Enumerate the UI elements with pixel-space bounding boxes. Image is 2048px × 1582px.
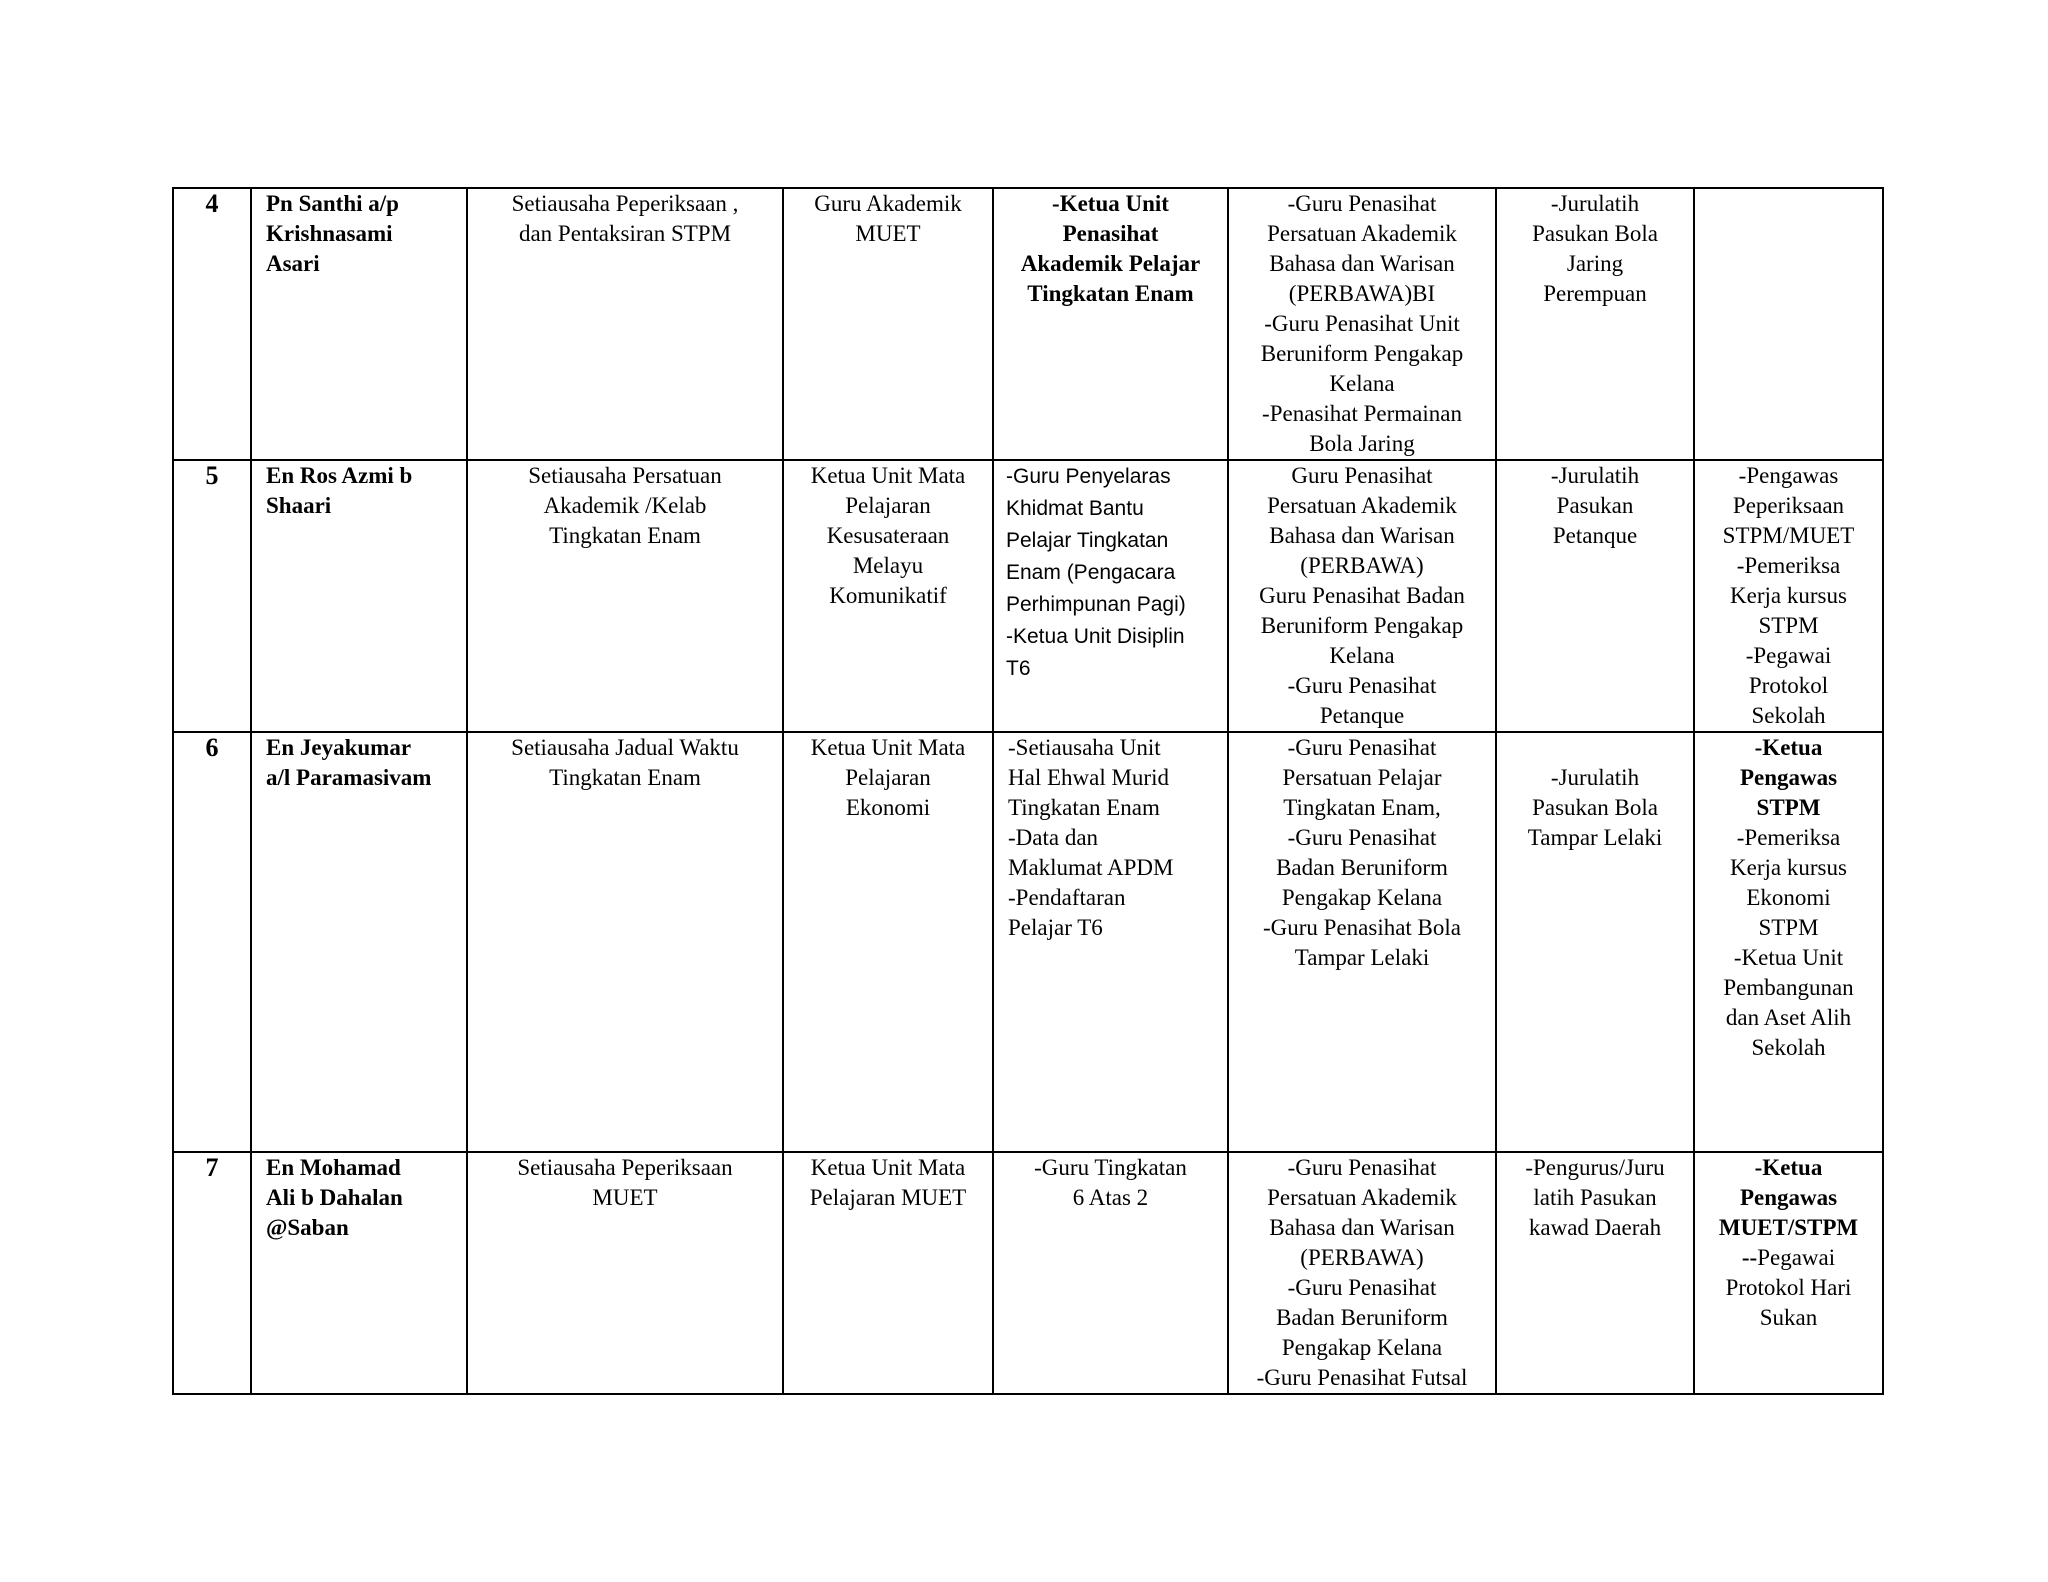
- other-duty: -Ketua Pengawas MUET/STPM --Pegawai Protokol Hari Sukan: [1694, 1152, 1883, 1394]
- table-row: [173, 460, 1883, 732]
- row-number: 6: [173, 732, 251, 1152]
- table-row: [173, 732, 1883, 1152]
- secretary-duty: Setiausaha Jadual Waktu Tingkatan Enam: [467, 732, 783, 1152]
- table-row: [173, 188, 1883, 460]
- coach-duty: -Jurulatih Pasukan Bola Tampar Lelaki: [1496, 732, 1694, 1152]
- cocurricular-advisor: -Guru Penasihat Persatuan Akademik Bahasa dan Warisan (PERBAWA) -Guru Penasihat Badan Beruniform Pengakap Kelana -Guru Penasihat Futsal: [1228, 1152, 1496, 1394]
- other-duty: -Pengawas Peperiksaan STPM/MUET -Pemeriksa Kerja kursus STPM -Pegawai Protokol Sekolah: [1694, 460, 1883, 732]
- cocurricular-advisor: -Guru Penasihat Persatuan Pelajar Tingkatan Enam, -Guru Penasihat Badan Beruniform Pengakap Kelana -Guru Penasihat Bola Tampar Lelaki: [1228, 732, 1496, 1152]
- student-affairs-duty: -Guru Tingkatan 6 Atas 2: [993, 1152, 1228, 1394]
- row-number: 7: [173, 1152, 251, 1394]
- secretary-duty: Setiausaha Peperiksaan , dan Pentaksiran STPM: [467, 188, 783, 460]
- subject-duty: Ketua Unit Mata Pelajaran MUET: [783, 1152, 993, 1394]
- coach-duty: -Pengurus/Juru latih Pasukan kawad Daerah: [1496, 1152, 1694, 1394]
- subject-duty: Guru Akademik MUET: [783, 188, 993, 460]
- student-affairs-duty: -Guru Penyelaras Khidmat Bantu Pelajar Tingkatan Enam (Pengacara Perhimpunan Pagi) -Ketua Unit Disiplin T6: [993, 460, 1228, 732]
- row-number: 4: [173, 188, 251, 460]
- subject-duty: Ketua Unit Mata Pelajaran Ekonomi: [783, 732, 993, 1152]
- duty-table: [172, 187, 1884, 1395]
- coach-duty: -Jurulatih Pasukan Bola Jaring Perempuan: [1496, 188, 1694, 460]
- teacher-name: En Ros Azmi b Shaari: [251, 460, 467, 732]
- row-number: 5: [173, 460, 251, 732]
- student-affairs-duty: -Setiausaha Unit Hal Ehwal Murid Tingkatan Enam -Data dan Maklumat APDM -Pendaftaran Pelajar T6: [993, 732, 1228, 1152]
- other-duty: [1694, 188, 1883, 460]
- cocurricular-advisor: -Guru Penasihat Persatuan Akademik Bahasa dan Warisan (PERBAWA)BI -Guru Penasihat Unit Beruniform Pengakap Kelana -Penasihat Permainan Bola Jaring: [1228, 188, 1496, 460]
- student-affairs-duty: -Ketua Unit Penasihat Akademik Pelajar Tingkatan Enam: [993, 188, 1228, 460]
- teacher-name: En Jeyakumar a/l Paramasivam: [251, 732, 467, 1152]
- cocurricular-advisor: Guru Penasihat Persatuan Akademik Bahasa dan Warisan (PERBAWA) Guru Penasihat Badan Beruniform Pengakap Kelana -Guru Penasihat Petanque: [1228, 460, 1496, 732]
- mixed-line: --Pegawai: [1741, 1245, 1836, 1270]
- secretary-duty: Setiausaha Persatuan Akademik /Kelab Tingkatan Enam: [467, 460, 783, 732]
- table-row: [173, 1152, 1883, 1394]
- secretary-duty: Setiausaha Peperiksaan MUET: [467, 1152, 783, 1394]
- teacher-name: En Mohamad Ali b Dahalan @Saban: [251, 1152, 467, 1394]
- coach-duty: -Jurulatih Pasukan Petanque: [1496, 460, 1694, 732]
- other-duty: -Ketua Pengawas STPM -Pemeriksa Kerja kursus Ekonomi STPM -Ketua Unit Pembangunan dan Aset Alih Sekolah: [1694, 732, 1883, 1152]
- subject-duty: Ketua Unit Mata Pelajaran Kesusateraan Melayu Komunikatif: [783, 460, 993, 732]
- teacher-name: Pn Santhi a/p Krishnasami Asari: [251, 188, 467, 460]
